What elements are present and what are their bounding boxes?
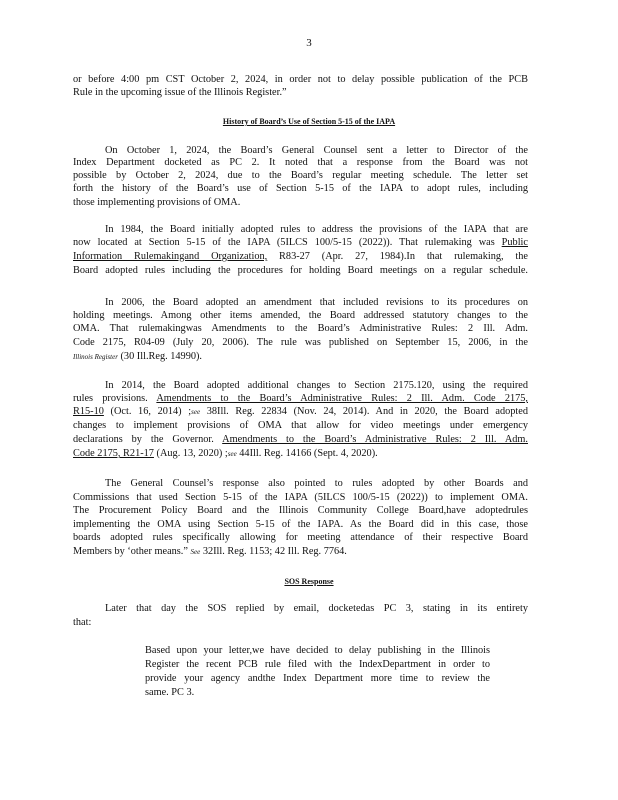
citation-public-information: Public: [501, 237, 528, 248]
para6-line-1: Later that day the SOS replied by email, docketedas PC 3, stating in its entirety: [105, 603, 528, 614]
illinois-register-italic: Illinois Register: [73, 353, 118, 361]
para3-line-4: Code 2175, R04-09 (July 20, 2006). The rule was published on September 15, 2006, in the: [73, 337, 528, 348]
para1-line-3: possible by October 2, 2024, due to the Board’s regular meeting schedule. The letter set: [73, 170, 528, 181]
para0-line-1: or before 4:00 pm CST October 2, 2024, in order not to delay possible publication of the PCB: [73, 74, 528, 85]
para3-line-5: Illinois Register (30 Ill.Reg. 14990).: [73, 351, 203, 362]
para1-line-4: forth the history of the Board’s use of Section 5-15 of the IAPA to adopt rules, including: [73, 183, 528, 194]
para1-line-2: Index Department docketed as PC 2. It noted that a response from the Board was not: [73, 157, 528, 168]
para2-line-3: Information Rulemakingand Organization, R83-27 (Apr. 27, 1984).In that rulemaking, the: [73, 251, 528, 262]
citation-amendments-2014: Amendments to the Board’s Administrative Rules: 2 Ill. Adm. Code 2175,: [156, 393, 528, 404]
para5-line-5: boards adopted rules specifically allowing for meeting attendance of their respective Board: [73, 532, 528, 543]
quote-line-3: provide your agency andthe Index Department more time to review the: [145, 673, 490, 684]
para2-line-4: Board adopted rules including the procedures for holding Board meetings on a regular schedule.: [73, 265, 528, 276]
para1-line-1: On October 1, 2024, the Board’s General Counsel sent a letter to Director of the: [105, 145, 528, 156]
quote-line-4: same. PC 3.: [145, 687, 195, 698]
para4-line-1: In 2014, the Board adopted additional changes to Section 2175.120, using the required: [105, 380, 528, 391]
section-heading-sos-response: SOS Response: [284, 577, 334, 586]
para3-line-3: OMA. That rulemakingwas Amendments to the Board’s Administrative Rules: 2 Ill. Adm.: [73, 323, 528, 334]
para2-line-1: In 1984, the Board initially adopted rules to address the provisions of the IAPA that are: [105, 224, 528, 235]
citation-amendments-2020: Amendments to the Board’s Administrative Rules: 2 Ill. Adm.: [222, 434, 528, 445]
para6-line-2: that:: [73, 617, 92, 628]
para3-line-2: holding meetings. Among other items amended, the Board addressed statutory changes to the: [73, 310, 528, 321]
quote-line-1: Based upon your letter,we have decided to delay publishing in the Illinois: [145, 645, 490, 656]
citation-rulemaking-organization: Information Rulemakingand Organization,: [73, 251, 268, 262]
quote-line-2: Register the recent PCB rule filed with the IndexDepartment in order to: [145, 659, 490, 670]
para5-line-4: implementing the OMA using Section 5-15 of the IAPA. As the Board did in this case, those: [73, 519, 528, 530]
para2-line-2: now located at Section 5-15 of the IAPA (5ILCS 100/5-15 (2022)). That rulemaking was Public: [73, 237, 528, 248]
para1-line-5: those implementing provisions of OMA.: [73, 197, 241, 208]
para4-line-4: changes to implement provisions of OMA that allow for video meetings under emergency: [73, 420, 528, 431]
para4-line-6: Code 2175, R21-17 (Aug. 13, 2020) ;see 44Ill. Reg. 14166 (Sept. 4, 2020).: [73, 448, 378, 459]
page-number: 3: [306, 37, 312, 49]
para5-line-2: Commissions that used Section 5-15 of the IAPA (5ILCS 100/5-15 (2022)) to implement OMA.: [73, 492, 528, 503]
para5-line-1: The General Counsel’s response also pointed to rules adopted by other Boards and: [105, 478, 528, 489]
para4-line-2: rules provisions. Amendments to the Board’s Administrative Rules: 2 Ill. Adm. Code 2175,: [73, 393, 528, 404]
para0-line-2: Rule in the upcoming issue of the Illinois Register.”: [73, 87, 287, 98]
para5-line-3: The Procurement Policy Board and the Illinois Community College Board,have adoptedrules: [73, 505, 528, 516]
section-heading-history: History of Board’s Use of Section 5-15 of the IAPA: [222, 117, 396, 126]
para3-line-1: In 2006, the Board adopted an amendment that included revisions to its procedures on: [105, 297, 528, 308]
para4-line-5: declarations by the Governor. Amendments to the Board’s Administrative Rules: 2 Ill. Adm.: [73, 434, 528, 445]
para5-line-6: Members by ‘other means.” See 32Ill. Reg. 1153; 42 Ill. Reg. 7764.: [73, 546, 347, 557]
para4-line-3: R15-10 (Oct. 16, 2014) ;see 38Ill. Reg. 22834 (Nov. 24, 2014). And in 2020, the Board adopted: [73, 406, 529, 417]
